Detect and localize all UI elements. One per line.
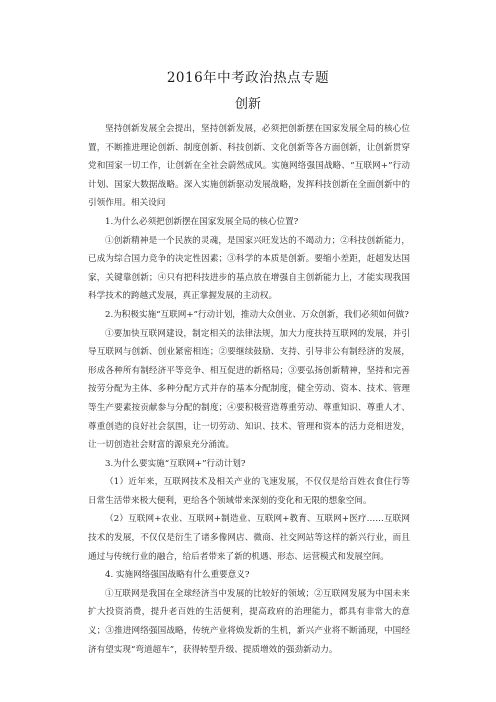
answer-3-part-2: （2）互联网+农业、互联网+制造业、互联网+教育、互联网+医疗……互联网技术的发展，不仅仅是衍生了诸多像网店、微商、社交网站等这样的新兴行业，而且通过与传统行业的融合，给后者带来了新的机遇、形态、运营模式和发展空间。	[88, 514, 410, 562]
answer-3-part-1: （1）近年来，互联网技术及相关产业的飞速发展，不仅仅是给百姓衣食住行等日常生活带来极大便利，更给各个领域带来深刻的变化和无限的想象空间。	[88, 477, 410, 506]
page-subtitle: 创新	[234, 97, 261, 112]
question-4: 4. 实施网络强国战略有什么重要意义?	[105, 570, 250, 581]
question-1: 1.为什么必须把创新摆在国家发展全局的核心位置?	[105, 216, 299, 227]
question-2: 2.为积极实施“互联网+”行动计划，推动大众创业、万众创新，我们必须如何做?	[105, 309, 409, 320]
answer-2: ①要加快互联网建设，制定相关的法律法规，加大力度扶持互联网的发展，并引导互联网与创新、创业紧密相连；②要继续鼓励、支持、引导非公有制经济的发展，形成各种所有制经济平等竞争、相互促进的新格局；③要弘扬创新精神，坚持和完善按劳分配为主体、多种分配方式并存的基本分配制度，健全劳动、资本、技术、管理等生产要素按贡献参与分配的制度；④要积极营造尊重劳动、尊重知识、尊重人才、尊重创造的良好社会氛围，让一切劳动、知识、技术、管理和资本的活力竞相迸发，让一切创造社会财富的源泉充分涌流。	[88, 328, 410, 451]
question-3: 3.为什么要实施“互联网+”行动计划?	[105, 458, 246, 469]
answer-1: ①创新精神是一个民族的灵魂，是国家兴旺发达的不竭动力；②科技创新能力，已成为综合国力竞争的决定性因素；③科学的本质是创新。要缩小差距，赶超发达国家，关键靠创新；④只有把科技进步的基点放在增强自主创新能力上，才能实现我国科学技术的跨越式发展，真正掌握发展的主动权。	[88, 235, 410, 302]
page-title: 2016年中考政治热点专题	[166, 70, 330, 86]
document-body	[88, 120, 410, 659]
intro-paragraph: 坚持创新发展全会提出，坚持创新发展，必须把创新摆在国家发展全局的核心位置，不断推进理论创新、制度创新、科技创新、文化创新等各方面创新，让创新贯穿党和国家一切工作，让创新在全社会蔚然成风。实施网络强国战略、“互联网+”行动计划、国家大数据战略。深入实施创新驱动发展战略，发挥科技创新在全面创新中的引领作用。相关设问	[88, 124, 410, 209]
answer-4: ①互联网是我国在全球经济当中发展的比较好的领域；②互联网发展为中国未来扩大投资消费，提升老百姓的生活便利，提高政府的治理能力，都具有非常大的意义；③推进网络强国战略，传统产业将焕发新的生机，新兴产业将不断涌现，中国经济有望实现“弯道超车”，获得转型升级、提质增效的强劲新动力。	[88, 588, 410, 655]
